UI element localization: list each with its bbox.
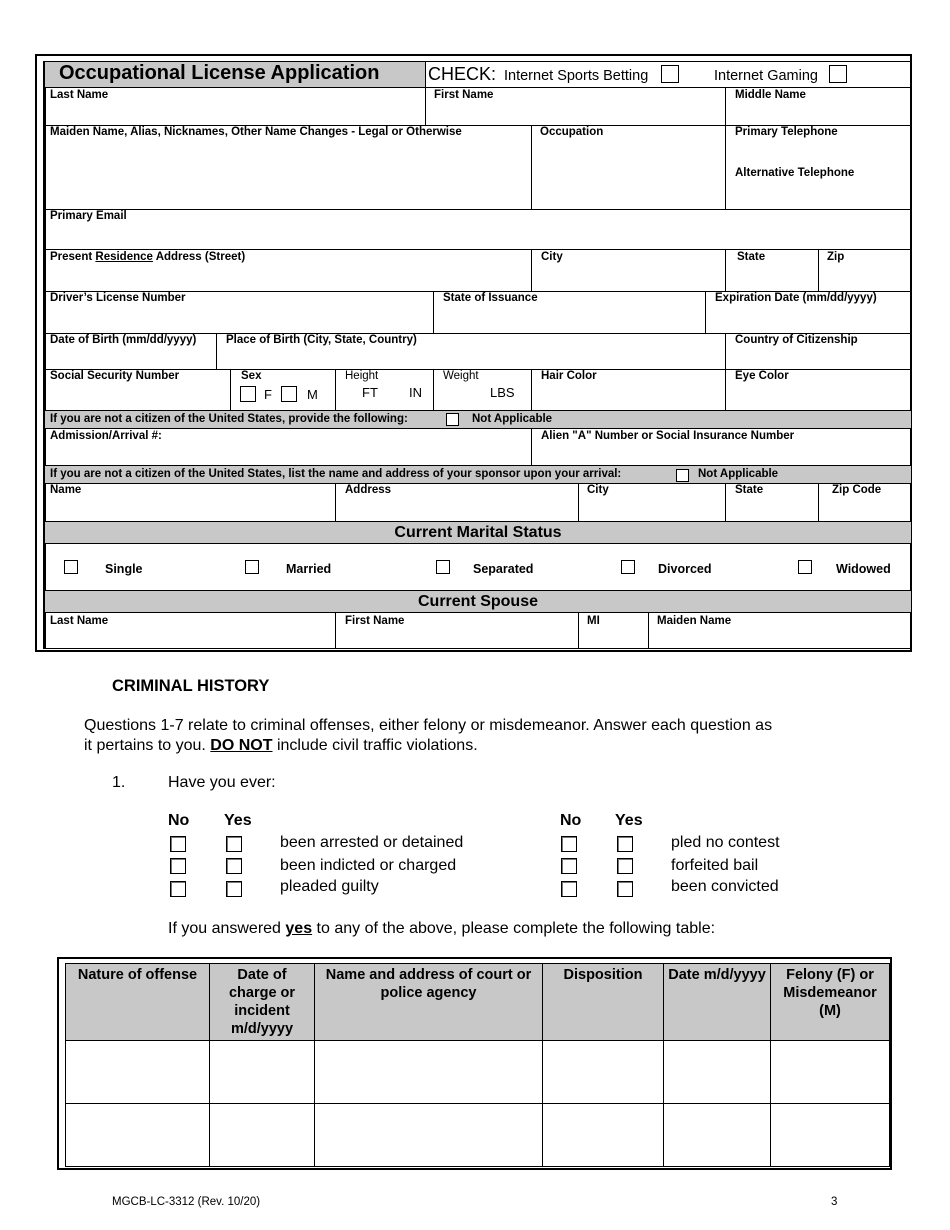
height-label: Height [345,370,379,382]
table-cell[interactable] [210,1104,315,1167]
question-1-text: Have you ever: [168,774,276,791]
criminal-intro-line-1: Questions 1-7 relate to criminal offenses, either felony or misdemeanor. Answer each question as [84,717,773,734]
weight-lbs-label: LBS [490,385,515,400]
check-option-internet-gaming: Internet Gaming [714,68,818,84]
table-cell[interactable] [66,1104,210,1167]
convicted-no-checkbox[interactable] [561,881,577,897]
form-id-footer: MGCB-LC-3312 (Rev. 10/20) [112,1196,261,1208]
married-checkbox[interactable] [245,560,259,574]
sponsor-city-label: City [587,484,609,496]
noncitizen-instruction-1: If you are not a citizen of the United States, provide the following: [50,413,408,425]
criminal-history-heading: CRIMINAL HISTORY [112,677,270,695]
table-cell[interactable] [315,1104,543,1167]
city-label: City [541,251,563,263]
date-of-birth-label: Date of Birth (mm/dd/yyyy) [50,334,197,346]
check-option-sports-betting: Internet Sports Betting [504,68,649,84]
table-row [66,1041,890,1104]
no-contest-label: pled no contest [671,834,780,851]
country-citizenship-label: Country of Citizenship [735,334,858,346]
internet-gaming-checkbox[interactable] [829,65,847,83]
zip-label: Zip [827,251,845,263]
col-date: Date m/d/yyyy [664,964,771,1041]
sponsor-not-applicable-checkbox[interactable] [676,469,689,482]
forfeited-bail-no-checkbox[interactable] [561,858,577,874]
height-in-label: IN [409,385,422,400]
criminal-intro-line-2: it pertains to you. DO NOT include civil traffic violations. [84,737,478,754]
sex-m-checkbox[interactable] [281,386,297,402]
noncitizen-not-applicable-label: Not Applicable [472,413,553,425]
col-felony-misdemeanor: Felony (F) or Misdemeanor (M) [771,964,890,1041]
sponsor-state-label: State [735,484,764,496]
noncitizen-instruction-2: If you are not a citizen of the United States, list the name and address of your sponsor upon your arrival: [50,468,622,480]
spouse-maiden-name-label: Maiden Name [657,615,732,627]
convicted-yes-checkbox[interactable] [617,881,633,897]
spouse-last-name-label: Last Name [50,615,109,627]
sex-label: Sex [241,370,262,382]
expiration-date-label: Expiration Date (mm/dd/yyyy) [715,292,877,304]
indicted-yes-checkbox[interactable] [226,858,242,874]
single-checkbox[interactable] [64,560,78,574]
ssn-label: Social Security Number [50,370,180,382]
form-title: Occupational License Application [59,62,380,84]
left-yes-header: Yes [224,812,252,829]
first-name-label: First Name [434,89,494,101]
spouse-first-name-label: First Name [345,615,405,627]
spouse-mi-label: MI [587,615,600,627]
noncitizen-not-applicable-checkbox[interactable] [446,413,459,426]
table-cell[interactable] [664,1104,771,1167]
form-inner-frame [43,61,911,649]
col-disposition: Disposition [543,964,664,1041]
divorced-label: Divorced [658,562,712,576]
primary-email-label: Primary Email [50,210,127,222]
col-nature-of-offense: Nature of offense [66,964,210,1041]
sex-m-label: M [307,387,318,402]
forfeited-bail-yes-checkbox[interactable] [617,858,633,874]
question-1-number: 1. [112,774,126,791]
table-cell[interactable] [66,1041,210,1104]
sports-betting-checkbox[interactable] [661,65,679,83]
drivers-license-label: Driver’s License Number [50,292,186,304]
admission-label: Admission/Arrival #: [50,430,162,442]
divorced-checkbox[interactable] [621,560,635,574]
maiden-alias-label: Maiden Name, Alias, Nicknames, Other Name Changes - Legal or Otherwise [50,126,462,138]
convicted-label: been convicted [671,878,779,895]
indicted-no-checkbox[interactable] [170,858,186,874]
arrested-no-checkbox[interactable] [170,836,186,852]
separated-label: Separated [473,562,534,576]
answered-yes-instruction: If you answered yes to any of the above, please complete the following table: [168,920,716,937]
eye-color-label: Eye Color [735,370,789,382]
middle-name-label: Middle Name [735,89,806,101]
table-row [66,1104,890,1167]
offense-table [65,963,890,1167]
separated-checkbox[interactable] [436,560,450,574]
primary-telephone-label: Primary Telephone [735,126,838,138]
page-number: 3 [831,1196,838,1208]
pleaded-guilty-yes-checkbox[interactable] [226,881,242,897]
last-name-label: Last Name [50,89,109,101]
residence-address-label: Present Residence Address (Street) [50,251,246,263]
no-contest-no-checkbox[interactable] [561,836,577,852]
table-cell[interactable] [664,1041,771,1104]
right-no-header: No [560,812,582,829]
state-label: State [737,251,766,263]
state-of-issuance-label: State of Issuance [443,292,538,304]
left-no-header: No [168,812,190,829]
col-date-of-charge: Date of charge or incident m/d/yyyy [210,964,315,1041]
pleaded-guilty-label: pleaded guilty [280,878,379,895]
widowed-label: Widowed [836,562,891,576]
sex-f-checkbox[interactable] [240,386,256,402]
arrested-yes-checkbox[interactable] [226,836,242,852]
arrested-label: been arrested or detained [280,834,464,851]
single-label: Single [105,562,143,576]
table-cell[interactable] [771,1104,890,1167]
table-cell[interactable] [543,1041,664,1104]
current-spouse-heading: Current Spouse [417,593,538,610]
alternative-telephone-label: Alternative Telephone [735,167,855,179]
no-contest-yes-checkbox[interactable] [617,836,633,852]
marital-status-heading: Current Marital Status [394,524,562,541]
indicted-label: been indicted or charged [280,857,457,874]
table-cell[interactable] [315,1041,543,1104]
place-of-birth-label: Place of Birth (City, State, Country) [226,334,417,346]
hair-color-label: Hair Color [541,370,597,382]
forfeited-bail-label: forfeited bail [671,857,759,874]
married-label: Married [286,562,332,576]
sex-f-label: F [264,387,272,402]
weight-label: Weight [443,370,479,382]
height-ft-label: FT [362,385,378,400]
occupation-label: Occupation [540,126,604,138]
sponsor-address-label: Address [345,484,392,496]
table-cell[interactable] [771,1041,890,1104]
sponsor-not-applicable-label: Not Applicable [698,468,779,480]
table-cell[interactable] [210,1041,315,1104]
alien-number-label: Alien "A" Number or Social Insurance Number [541,430,795,442]
right-yes-header: Yes [615,812,643,829]
pleaded-guilty-no-checkbox[interactable] [170,881,186,897]
check-label: CHECK: [428,64,497,84]
table-cell[interactable] [543,1104,664,1167]
sponsor-name-label: Name [50,484,82,496]
sponsor-zip-label: Zip Code [832,484,882,496]
widowed-checkbox[interactable] [798,560,812,574]
col-court-agency: Name and address of court or police agency [315,964,543,1041]
